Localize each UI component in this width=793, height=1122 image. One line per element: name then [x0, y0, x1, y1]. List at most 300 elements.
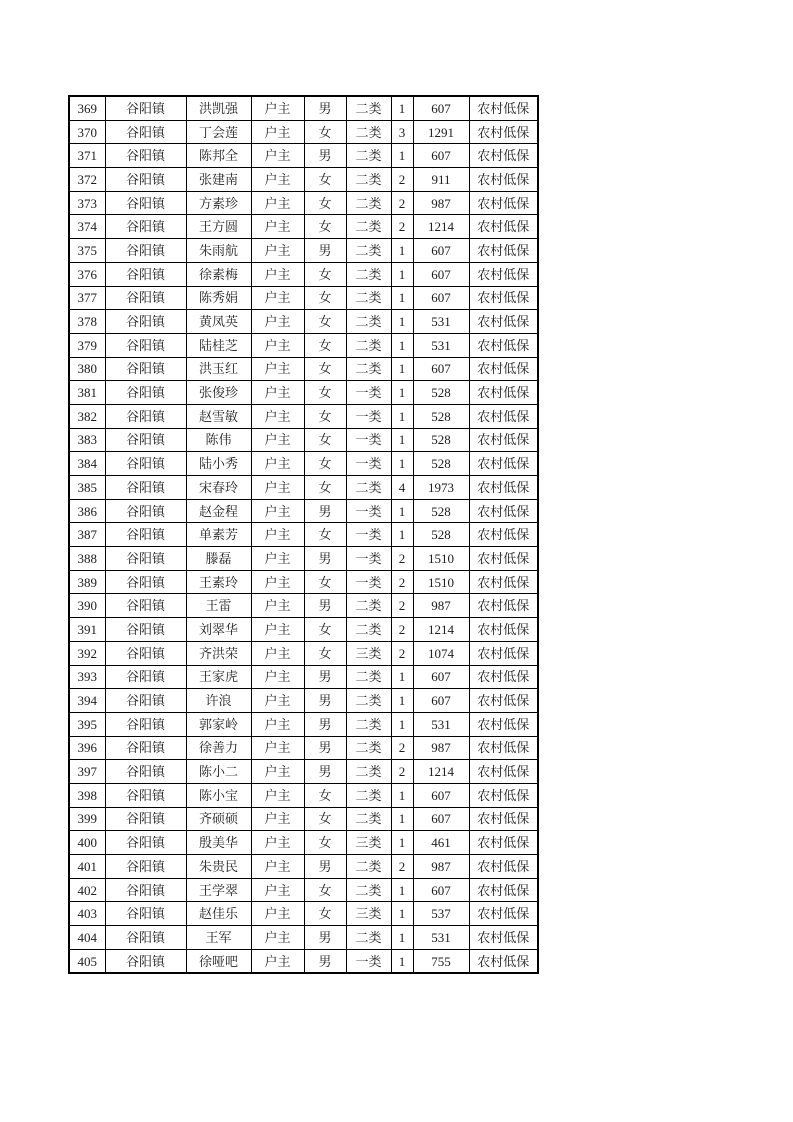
- cell-person-name: 殷美华: [186, 831, 251, 855]
- cell-category: 三类: [346, 831, 391, 855]
- cell-town: 谷阳镇: [105, 168, 186, 192]
- cell-assistance-type: 农村低保: [469, 594, 538, 618]
- table-row: [69, 594, 538, 618]
- cell-town: 谷阳镇: [105, 926, 186, 950]
- cell-household-relation: 户主: [251, 926, 304, 950]
- cell-person-name: 洪凯强: [186, 96, 251, 120]
- cell-amount: 987: [413, 594, 469, 618]
- cell-gender: 女: [304, 618, 346, 642]
- cell-household-relation: 户主: [251, 262, 304, 286]
- table-row: [69, 831, 538, 855]
- cell-sequence-number: 376: [69, 262, 105, 286]
- cell-sequence-number: 383: [69, 428, 105, 452]
- cell-assistance-type: 农村低保: [469, 831, 538, 855]
- cell-household-relation: 户主: [251, 949, 304, 973]
- cell-person-name: 陈邦全: [186, 144, 251, 168]
- cell-person-name: 王雷: [186, 594, 251, 618]
- cell-household-relation: 户主: [251, 499, 304, 523]
- cell-town: 谷阳镇: [105, 452, 186, 476]
- cell-assistance-type: 农村低保: [469, 570, 538, 594]
- cell-gender: 男: [304, 760, 346, 784]
- cell-assistance-type: 农村低保: [469, 428, 538, 452]
- cell-category: 二类: [346, 783, 391, 807]
- cell-sequence-number: 373: [69, 191, 105, 215]
- table-row: [69, 902, 538, 926]
- cell-assistance-type: 农村低保: [469, 286, 538, 310]
- cell-town: 谷阳镇: [105, 262, 186, 286]
- cell-town: 谷阳镇: [105, 949, 186, 973]
- cell-household-count: 1: [391, 665, 413, 689]
- cell-assistance-type: 农村低保: [469, 641, 538, 665]
- cell-household-relation: 户主: [251, 547, 304, 571]
- cell-town: 谷阳镇: [105, 428, 186, 452]
- table-row: [69, 807, 538, 831]
- cell-assistance-type: 农村低保: [469, 665, 538, 689]
- cell-sequence-number: 386: [69, 499, 105, 523]
- cell-household-count: 1: [391, 949, 413, 973]
- table-row: [69, 523, 538, 547]
- cell-sequence-number: 387: [69, 523, 105, 547]
- cell-amount: 607: [413, 665, 469, 689]
- table-row: [69, 428, 538, 452]
- cell-category: 二类: [346, 855, 391, 879]
- cell-household-relation: 户主: [251, 310, 304, 334]
- cell-gender: 男: [304, 712, 346, 736]
- table-row: [69, 570, 538, 594]
- cell-amount: 537: [413, 902, 469, 926]
- cell-household-relation: 户主: [251, 523, 304, 547]
- cell-category: 二类: [346, 926, 391, 950]
- cell-sequence-number: 391: [69, 618, 105, 642]
- table-row: [69, 689, 538, 713]
- cell-category: 一类: [346, 523, 391, 547]
- cell-person-name: 单素芳: [186, 523, 251, 547]
- cell-household-relation: 户主: [251, 736, 304, 760]
- cell-sequence-number: 401: [69, 855, 105, 879]
- cell-person-name: 许浪: [186, 689, 251, 713]
- table-row: [69, 736, 538, 760]
- cell-person-name: 齐硕硕: [186, 807, 251, 831]
- cell-gender: 男: [304, 594, 346, 618]
- cell-category: 二类: [346, 144, 391, 168]
- cell-household-count: 1: [391, 807, 413, 831]
- cell-amount: 531: [413, 712, 469, 736]
- cell-category: 一类: [346, 570, 391, 594]
- cell-amount: 607: [413, 783, 469, 807]
- cell-amount: 607: [413, 96, 469, 120]
- cell-household-count: 1: [391, 926, 413, 950]
- cell-household-count: 1: [391, 428, 413, 452]
- cell-gender: 女: [304, 333, 346, 357]
- cell-amount: 1214: [413, 618, 469, 642]
- cell-sequence-number: 378: [69, 310, 105, 334]
- cell-sequence-number: 400: [69, 831, 105, 855]
- roster-table: [68, 95, 539, 974]
- cell-category: 二类: [346, 594, 391, 618]
- cell-town: 谷阳镇: [105, 476, 186, 500]
- table-row: [69, 452, 538, 476]
- cell-household-count: 2: [391, 547, 413, 571]
- cell-category: 二类: [346, 168, 391, 192]
- cell-town: 谷阳镇: [105, 381, 186, 405]
- cell-town: 谷阳镇: [105, 499, 186, 523]
- cell-amount: 607: [413, 144, 469, 168]
- cell-gender: 女: [304, 831, 346, 855]
- cell-amount: 528: [413, 404, 469, 428]
- table-row: [69, 357, 538, 381]
- cell-gender: 女: [304, 120, 346, 144]
- table-row: [69, 926, 538, 950]
- cell-amount: 755: [413, 949, 469, 973]
- cell-gender: 女: [304, 878, 346, 902]
- cell-assistance-type: 农村低保: [469, 618, 538, 642]
- cell-category: 二类: [346, 476, 391, 500]
- cell-sequence-number: 403: [69, 902, 105, 926]
- cell-category: 二类: [346, 96, 391, 120]
- cell-household-count: 2: [391, 641, 413, 665]
- cell-gender: 男: [304, 736, 346, 760]
- cell-category: 二类: [346, 665, 391, 689]
- cell-category: 一类: [346, 547, 391, 571]
- cell-gender: 男: [304, 96, 346, 120]
- cell-household-relation: 户主: [251, 712, 304, 736]
- cell-assistance-type: 农村低保: [469, 310, 538, 334]
- cell-household-relation: 户主: [251, 428, 304, 452]
- cell-person-name: 方素珍: [186, 191, 251, 215]
- cell-household-relation: 户主: [251, 96, 304, 120]
- cell-category: 一类: [346, 452, 391, 476]
- cell-amount: 1214: [413, 760, 469, 784]
- cell-town: 谷阳镇: [105, 736, 186, 760]
- cell-gender: 女: [304, 783, 346, 807]
- cell-town: 谷阳镇: [105, 570, 186, 594]
- cell-household-relation: 户主: [251, 239, 304, 263]
- cell-gender: 男: [304, 239, 346, 263]
- table-row: [69, 310, 538, 334]
- table-row: [69, 499, 538, 523]
- cell-gender: 男: [304, 926, 346, 950]
- cell-assistance-type: 农村低保: [469, 239, 538, 263]
- cell-household-relation: 户主: [251, 333, 304, 357]
- cell-gender: 女: [304, 452, 346, 476]
- cell-amount: 607: [413, 239, 469, 263]
- cell-assistance-type: 农村低保: [469, 523, 538, 547]
- cell-household-count: 1: [391, 404, 413, 428]
- cell-person-name: 张俊珍: [186, 381, 251, 405]
- cell-town: 谷阳镇: [105, 902, 186, 926]
- cell-assistance-type: 农村低保: [469, 783, 538, 807]
- table-row: [69, 239, 538, 263]
- cell-category: 三类: [346, 641, 391, 665]
- cell-assistance-type: 农村低保: [469, 168, 538, 192]
- cell-gender: 男: [304, 547, 346, 571]
- table-row: [69, 286, 538, 310]
- cell-person-name: 陈秀娟: [186, 286, 251, 310]
- cell-town: 谷阳镇: [105, 641, 186, 665]
- cell-assistance-type: 农村低保: [469, 333, 538, 357]
- cell-person-name: 王学翠: [186, 878, 251, 902]
- cell-town: 谷阳镇: [105, 807, 186, 831]
- cell-town: 谷阳镇: [105, 215, 186, 239]
- cell-assistance-type: 农村低保: [469, 499, 538, 523]
- cell-gender: 女: [304, 168, 346, 192]
- cell-person-name: 陆桂芝: [186, 333, 251, 357]
- table-row: [69, 476, 538, 500]
- cell-town: 谷阳镇: [105, 760, 186, 784]
- cell-person-name: 张建南: [186, 168, 251, 192]
- cell-gender: 女: [304, 641, 346, 665]
- cell-household-relation: 户主: [251, 641, 304, 665]
- cell-person-name: 朱雨航: [186, 239, 251, 263]
- cell-town: 谷阳镇: [105, 286, 186, 310]
- cell-household-relation: 户主: [251, 381, 304, 405]
- table-row: [69, 547, 538, 571]
- cell-household-relation: 户主: [251, 570, 304, 594]
- cell-assistance-type: 农村低保: [469, 855, 538, 879]
- cell-household-count: 2: [391, 570, 413, 594]
- cell-household-relation: 户主: [251, 476, 304, 500]
- cell-household-count: 1: [391, 96, 413, 120]
- table-row: [69, 168, 538, 192]
- cell-sequence-number: 369: [69, 96, 105, 120]
- cell-household-relation: 户主: [251, 902, 304, 926]
- cell-category: 二类: [346, 736, 391, 760]
- cell-person-name: 朱贵民: [186, 855, 251, 879]
- cell-category: 二类: [346, 286, 391, 310]
- cell-assistance-type: 农村低保: [469, 120, 538, 144]
- table-row: [69, 96, 538, 120]
- cell-category: 二类: [346, 333, 391, 357]
- cell-assistance-type: 农村低保: [469, 878, 538, 902]
- cell-sequence-number: 398: [69, 783, 105, 807]
- cell-household-count: 1: [391, 239, 413, 263]
- cell-person-name: 齐洪荣: [186, 641, 251, 665]
- cell-category: 一类: [346, 404, 391, 428]
- cell-household-count: 2: [391, 855, 413, 879]
- cell-amount: 531: [413, 926, 469, 950]
- cell-gender: 男: [304, 689, 346, 713]
- cell-person-name: 黄凤英: [186, 310, 251, 334]
- cell-household-count: 1: [391, 902, 413, 926]
- cell-gender: 女: [304, 262, 346, 286]
- cell-assistance-type: 农村低保: [469, 949, 538, 973]
- cell-town: 谷阳镇: [105, 239, 186, 263]
- cell-category: 二类: [346, 215, 391, 239]
- cell-household-relation: 户主: [251, 594, 304, 618]
- cell-gender: 女: [304, 310, 346, 334]
- cell-sequence-number: 379: [69, 333, 105, 357]
- cell-person-name: 陈小二: [186, 760, 251, 784]
- cell-assistance-type: 农村低保: [469, 807, 538, 831]
- table-row: [69, 262, 538, 286]
- cell-household-relation: 户主: [251, 452, 304, 476]
- cell-assistance-type: 农村低保: [469, 144, 538, 168]
- cell-household-relation: 户主: [251, 168, 304, 192]
- cell-person-name: 滕磊: [186, 547, 251, 571]
- cell-person-name: 王方圆: [186, 215, 251, 239]
- cell-sequence-number: 404: [69, 926, 105, 950]
- cell-household-count: 2: [391, 760, 413, 784]
- cell-amount: 1973: [413, 476, 469, 500]
- cell-household-count: 1: [391, 144, 413, 168]
- cell-amount: 528: [413, 523, 469, 547]
- cell-household-count: 2: [391, 215, 413, 239]
- cell-town: 谷阳镇: [105, 357, 186, 381]
- table-row: [69, 381, 538, 405]
- cell-town: 谷阳镇: [105, 523, 186, 547]
- cell-household-count: 1: [391, 262, 413, 286]
- cell-town: 谷阳镇: [105, 665, 186, 689]
- cell-gender: 男: [304, 144, 346, 168]
- roster-table-body: [69, 96, 538, 973]
- cell-sequence-number: 397: [69, 760, 105, 784]
- cell-gender: 女: [304, 381, 346, 405]
- cell-category: 二类: [346, 689, 391, 713]
- cell-person-name: 陆小秀: [186, 452, 251, 476]
- cell-household-count: 1: [391, 452, 413, 476]
- cell-category: 二类: [346, 357, 391, 381]
- cell-sequence-number: 372: [69, 168, 105, 192]
- cell-household-relation: 户主: [251, 831, 304, 855]
- cell-household-count: 2: [391, 618, 413, 642]
- cell-assistance-type: 农村低保: [469, 191, 538, 215]
- table-row: [69, 120, 538, 144]
- cell-town: 谷阳镇: [105, 618, 186, 642]
- cell-person-name: 徐善力: [186, 736, 251, 760]
- cell-household-relation: 户主: [251, 286, 304, 310]
- cell-gender: 女: [304, 428, 346, 452]
- cell-amount: 607: [413, 689, 469, 713]
- cell-sequence-number: 382: [69, 404, 105, 428]
- cell-amount: 1510: [413, 547, 469, 571]
- cell-town: 谷阳镇: [105, 547, 186, 571]
- cell-household-relation: 户主: [251, 760, 304, 784]
- cell-household-count: 1: [391, 878, 413, 902]
- table-row: [69, 191, 538, 215]
- cell-category: 二类: [346, 807, 391, 831]
- cell-assistance-type: 农村低保: [469, 215, 538, 239]
- table-row: [69, 215, 538, 239]
- cell-town: 谷阳镇: [105, 120, 186, 144]
- table-row: [69, 641, 538, 665]
- cell-town: 谷阳镇: [105, 96, 186, 120]
- cell-person-name: 徐素梅: [186, 262, 251, 286]
- table-row: [69, 760, 538, 784]
- cell-amount: 531: [413, 310, 469, 334]
- cell-household-count: 2: [391, 594, 413, 618]
- cell-assistance-type: 农村低保: [469, 476, 538, 500]
- table-row: [69, 783, 538, 807]
- cell-assistance-type: 农村低保: [469, 357, 538, 381]
- cell-gender: 男: [304, 855, 346, 879]
- cell-amount: 1291: [413, 120, 469, 144]
- cell-household-relation: 户主: [251, 855, 304, 879]
- cell-town: 谷阳镇: [105, 831, 186, 855]
- cell-sequence-number: 370: [69, 120, 105, 144]
- cell-amount: 461: [413, 831, 469, 855]
- cell-amount: 987: [413, 191, 469, 215]
- cell-amount: 528: [413, 452, 469, 476]
- table-row: [69, 404, 538, 428]
- cell-person-name: 王家虎: [186, 665, 251, 689]
- cell-category: 二类: [346, 310, 391, 334]
- cell-gender: 女: [304, 286, 346, 310]
- cell-town: 谷阳镇: [105, 404, 186, 428]
- cell-assistance-type: 农村低保: [469, 452, 538, 476]
- cell-household-count: 3: [391, 120, 413, 144]
- cell-assistance-type: 农村低保: [469, 547, 538, 571]
- cell-amount: 607: [413, 357, 469, 381]
- cell-household-relation: 户主: [251, 618, 304, 642]
- cell-category: 一类: [346, 428, 391, 452]
- cell-town: 谷阳镇: [105, 144, 186, 168]
- cell-category: 一类: [346, 381, 391, 405]
- cell-person-name: 王军: [186, 926, 251, 950]
- cell-assistance-type: 农村低保: [469, 689, 538, 713]
- cell-town: 谷阳镇: [105, 783, 186, 807]
- cell-gender: 女: [304, 902, 346, 926]
- cell-sequence-number: 380: [69, 357, 105, 381]
- cell-gender: 女: [304, 476, 346, 500]
- cell-household-count: 2: [391, 191, 413, 215]
- cell-town: 谷阳镇: [105, 712, 186, 736]
- cell-sequence-number: 393: [69, 665, 105, 689]
- cell-person-name: 徐哑吧: [186, 949, 251, 973]
- cell-town: 谷阳镇: [105, 878, 186, 902]
- cell-household-relation: 户主: [251, 404, 304, 428]
- cell-assistance-type: 农村低保: [469, 262, 538, 286]
- cell-person-name: 洪玉红: [186, 357, 251, 381]
- cell-household-count: 2: [391, 736, 413, 760]
- table-row: [69, 333, 538, 357]
- cell-assistance-type: 农村低保: [469, 96, 538, 120]
- cell-household-count: 2: [391, 168, 413, 192]
- cell-household-relation: 户主: [251, 120, 304, 144]
- table-row: [69, 144, 538, 168]
- cell-category: 二类: [346, 262, 391, 286]
- cell-household-count: 1: [391, 783, 413, 807]
- cell-town: 谷阳镇: [105, 594, 186, 618]
- cell-amount: 607: [413, 878, 469, 902]
- cell-person-name: 陈小宝: [186, 783, 251, 807]
- cell-amount: 911: [413, 168, 469, 192]
- cell-person-name: 宋春玲: [186, 476, 251, 500]
- cell-category: 二类: [346, 712, 391, 736]
- cell-category: 一类: [346, 499, 391, 523]
- table-row: [69, 949, 538, 973]
- cell-town: 谷阳镇: [105, 333, 186, 357]
- cell-assistance-type: 农村低保: [469, 760, 538, 784]
- cell-category: 三类: [346, 902, 391, 926]
- cell-person-name: 赵雪敏: [186, 404, 251, 428]
- table-row: [69, 665, 538, 689]
- cell-household-relation: 户主: [251, 689, 304, 713]
- cell-gender: 女: [304, 404, 346, 428]
- cell-household-count: 1: [391, 831, 413, 855]
- cell-person-name: 赵金程: [186, 499, 251, 523]
- cell-sequence-number: 375: [69, 239, 105, 263]
- cell-town: 谷阳镇: [105, 855, 186, 879]
- cell-person-name: 陈伟: [186, 428, 251, 452]
- cell-household-relation: 户主: [251, 878, 304, 902]
- cell-sequence-number: 377: [69, 286, 105, 310]
- cell-sequence-number: 399: [69, 807, 105, 831]
- cell-amount: 607: [413, 262, 469, 286]
- cell-town: 谷阳镇: [105, 310, 186, 334]
- cell-person-name: 王素玲: [186, 570, 251, 594]
- cell-sequence-number: 389: [69, 570, 105, 594]
- cell-category: 一类: [346, 949, 391, 973]
